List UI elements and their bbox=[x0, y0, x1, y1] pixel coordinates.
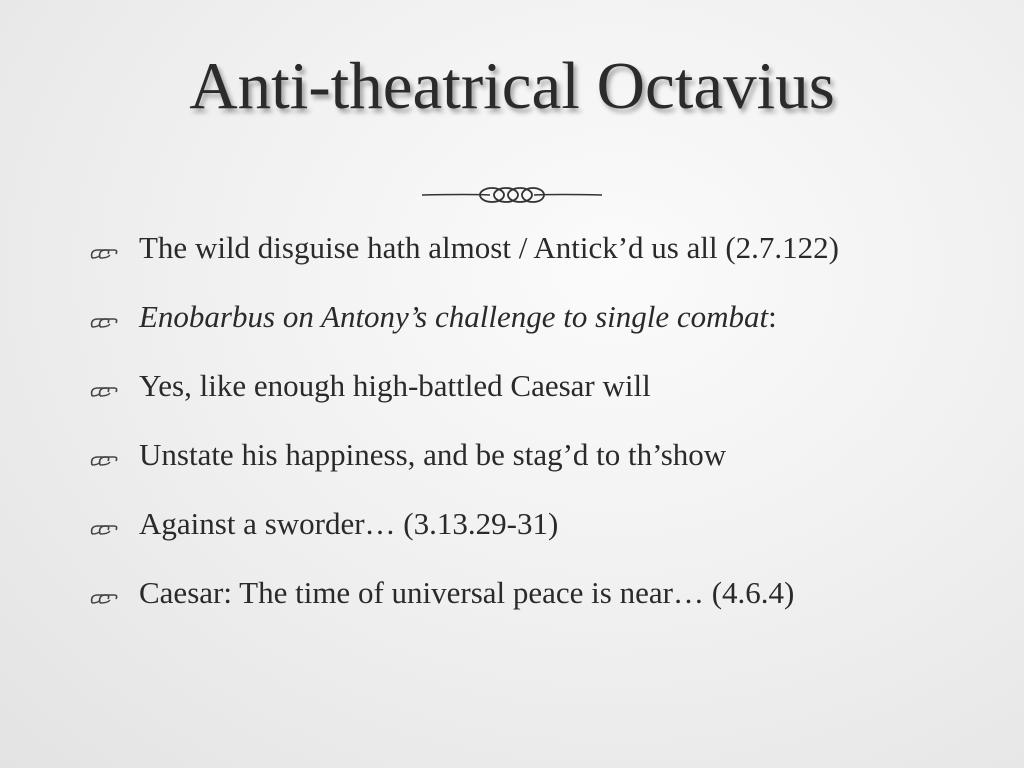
bullet-text: Yes, like enough high-battled Caesar will bbox=[139, 368, 651, 403]
double-link-bullet-icon bbox=[88, 453, 120, 469]
bullet-item bbox=[86, 228, 946, 268]
bullet-text-italic: Enobarbus on Antony’s challenge to single combat bbox=[139, 299, 769, 334]
bullet-item bbox=[86, 573, 946, 613]
bullet-text: Unstate his happiness, and be stag’d to th’show bbox=[139, 437, 727, 472]
bullet-item bbox=[86, 366, 946, 406]
bullet-text-suffix: : bbox=[768, 299, 777, 334]
double-link-bullet-icon bbox=[88, 591, 120, 607]
bullet-list bbox=[86, 228, 946, 642]
bullet-item bbox=[86, 435, 946, 475]
double-link-bullet-icon bbox=[88, 315, 120, 331]
bullet-item bbox=[86, 504, 946, 544]
bullet-item bbox=[86, 297, 946, 337]
bullet-text: The wild disguise hath almost / Antick’d us all (2.7.122) bbox=[139, 230, 839, 265]
bullet-text: Caesar: The time of universal peace is near… (4.6.4) bbox=[139, 575, 795, 610]
double-link-bullet-icon bbox=[88, 246, 120, 262]
flourish-divider-icon bbox=[420, 180, 604, 210]
slide-title: Anti-theatrical Octavius bbox=[189, 49, 835, 123]
double-link-bullet-icon bbox=[88, 384, 120, 400]
double-link-bullet-icon bbox=[88, 522, 120, 538]
bullet-text: Against a sworder… (3.13.29-31) bbox=[139, 506, 559, 541]
